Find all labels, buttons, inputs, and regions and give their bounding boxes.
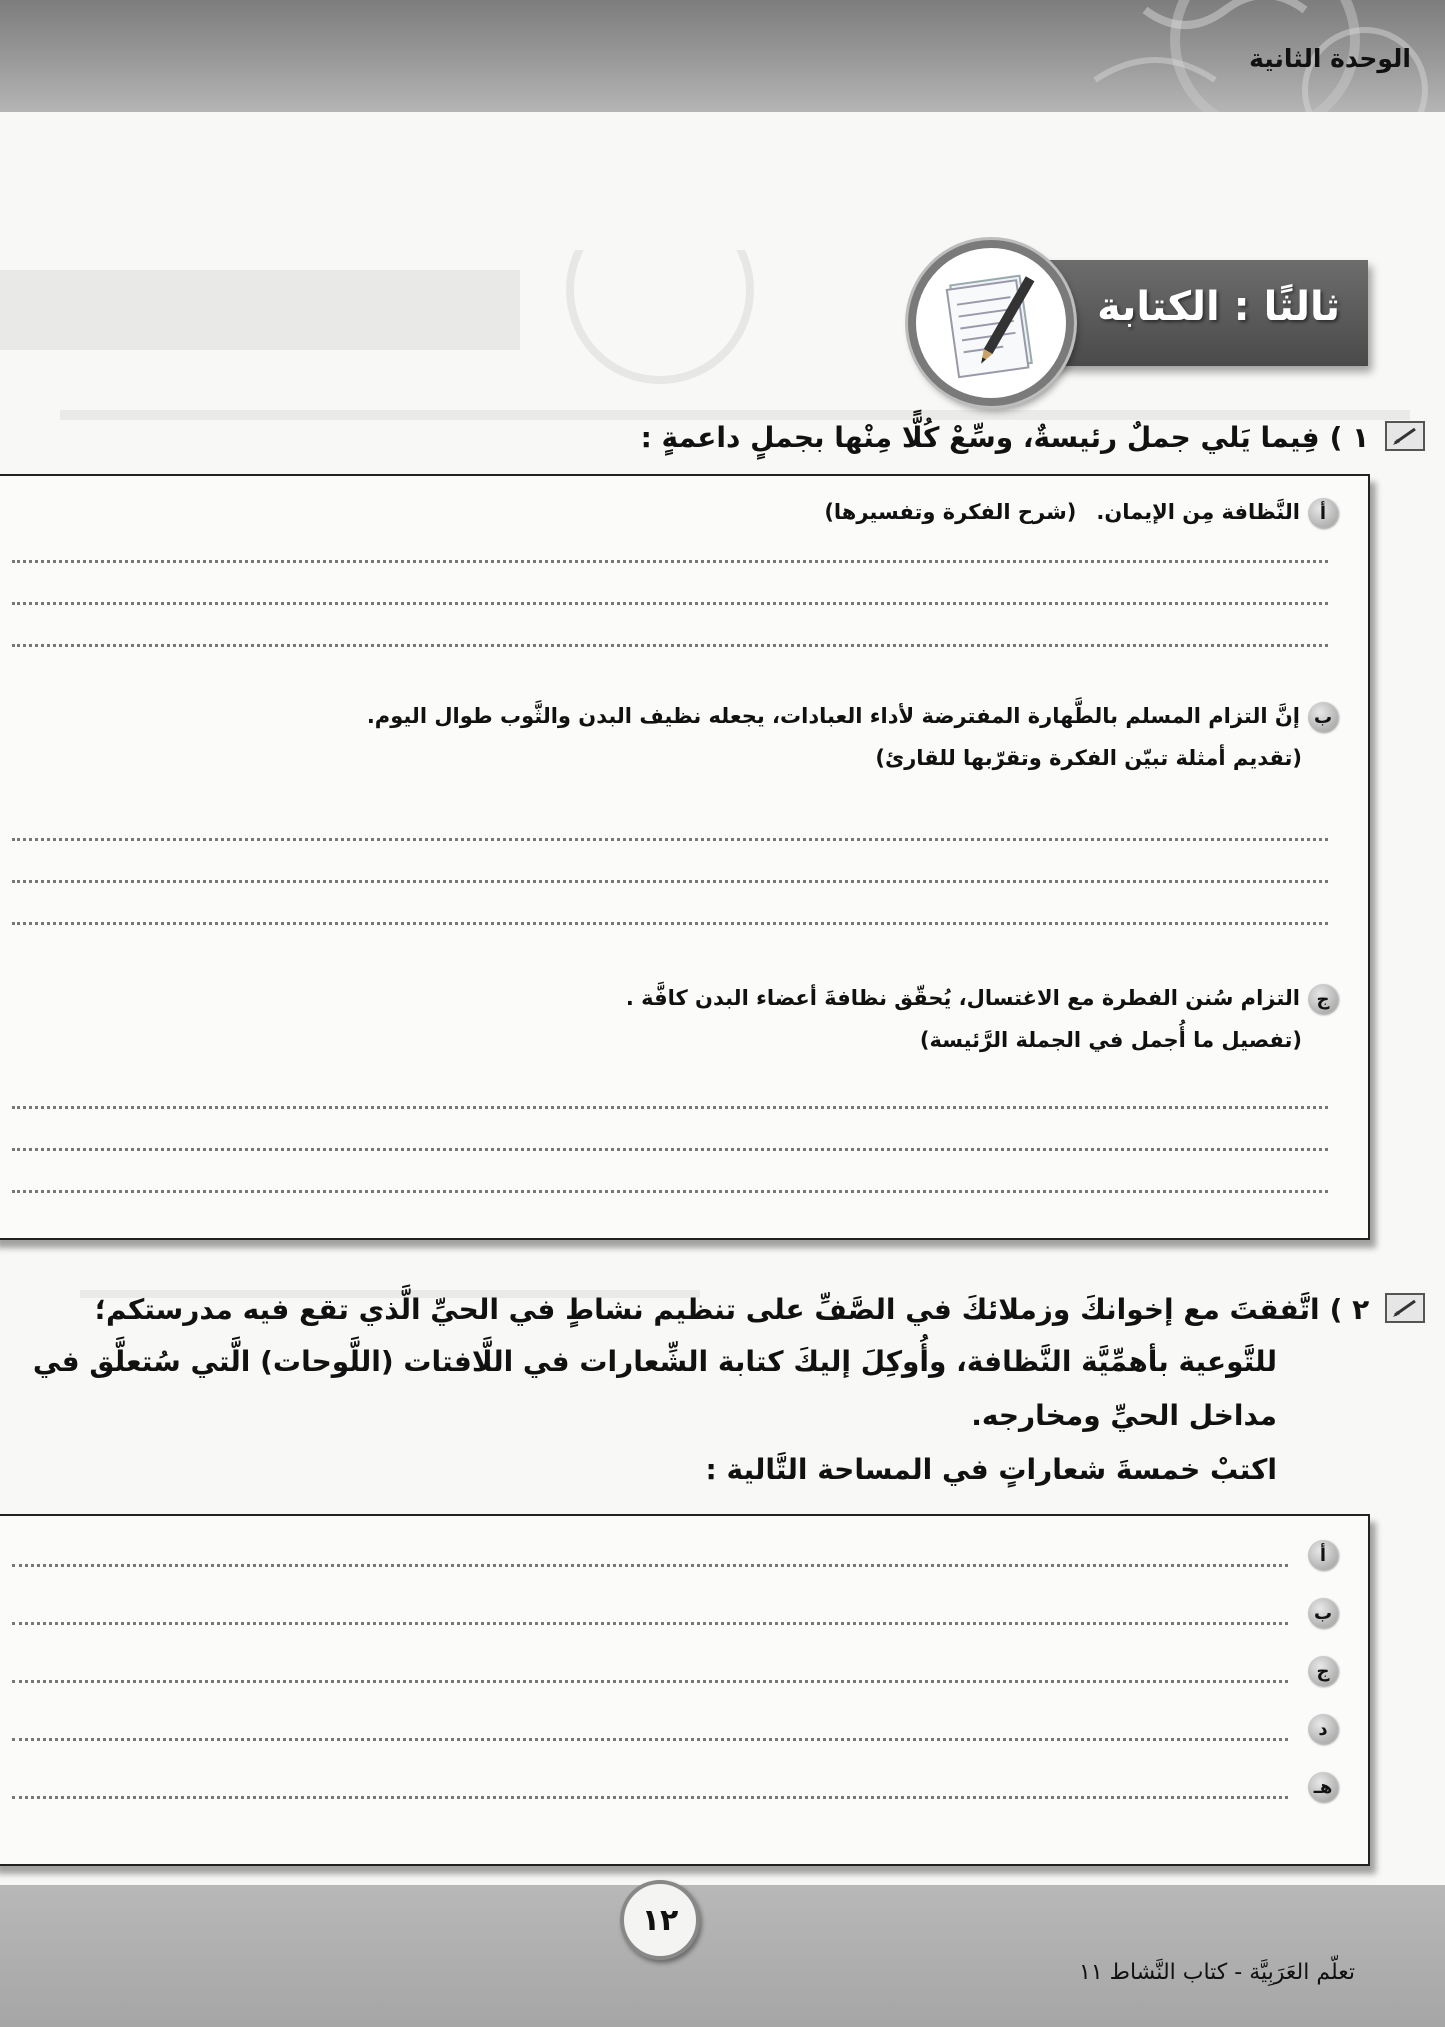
writing-line[interactable]: [12, 1796, 1288, 1799]
slogan-e: [1300, 1772, 1338, 1802]
writing-line[interactable]: [12, 560, 1328, 563]
question-2-line-3: مداخل الحيِّ ومخارجه.: [971, 1399, 1277, 1432]
question-2-line-2: للتَّوعية بأهمِّيَّة النَّظافة، وأُوكِلَ إليكَ كتابة الشِّعارات في اللَّافتات (اللَّوحات) الَّتي سُتعلَّق في: [32, 1345, 1277, 1378]
slogan-a: [1300, 1540, 1338, 1570]
q1-item-b: [367, 702, 1338, 732]
writing-line[interactable]: [12, 1148, 1328, 1151]
writing-line[interactable]: [12, 1106, 1328, 1109]
writing-line[interactable]: [12, 644, 1328, 647]
writing-line[interactable]: [12, 880, 1328, 883]
item-badge: د: [1308, 1714, 1338, 1744]
item-badge: ج: [1308, 1656, 1338, 1686]
question-2-line-1: [95, 1288, 1425, 1331]
item-badge: أ: [1308, 1540, 1338, 1570]
q1-item-b-hint: [875, 746, 1302, 770]
pencil-icon: [1385, 1293, 1425, 1323]
footer-band: [0, 1885, 1445, 2027]
writing-line[interactable]: [12, 1680, 1288, 1683]
item-badge: أ: [1308, 498, 1338, 528]
writing-line[interactable]: [12, 922, 1328, 925]
q1-item-a: [824, 498, 1338, 528]
question-1-prompt: [641, 416, 1425, 459]
question-2-number: ٢ ): [1329, 1293, 1370, 1326]
writing-line[interactable]: [12, 1190, 1328, 1193]
writing-line[interactable]: [12, 1622, 1288, 1625]
item-badge: ب: [1308, 1598, 1338, 1628]
question-2-line-4: اكتبْ خمسةَ شعاراتٍ في المساحة التَّالية :: [705, 1453, 1277, 1486]
question-1-number: ١ ): [1329, 421, 1370, 454]
q1-item-c: [626, 984, 1338, 1014]
question-1-answer-box: [0, 474, 1370, 1240]
notepad-pencil-icon: [908, 240, 1074, 406]
unit-title: الوحدة الثانية: [1249, 44, 1411, 73]
writing-line[interactable]: [12, 838, 1328, 841]
writing-line[interactable]: [12, 1738, 1288, 1741]
question-1-text: فِيما يَلي جملٌ رئيسةٌ، وسِّعْ كُلًّا مِنْها بجملٍ داعمةٍ :: [640, 421, 1320, 454]
q1-item-a-sentence: النَّظافة مِن الإيمان.: [1096, 500, 1300, 524]
question-2-text-1: اتَّفقتَ مع إخوانكَ وزملائكَ في الصَّفِّ على تنظيم نشاطٍ في الحيِّ الَّذي تقع فيه مدرستكم؛: [94, 1293, 1320, 1326]
item-badge: ج: [1308, 984, 1338, 1014]
writing-line[interactable]: [12, 1564, 1288, 1567]
question-2-answer-box: [0, 1514, 1370, 1866]
page-number: ١٢: [620, 1880, 700, 1960]
slogan-d: [1300, 1714, 1338, 1744]
slogan-b: [1300, 1598, 1338, 1628]
hint-text: (تفصيل ما أُجمل في الجملة الرَّئيسة): [919, 1028, 1302, 1052]
q1-item-b-sentence: إنَّ التزام المسلم بالطَّهارة المفترضة لأداء العبادات، يجعله نظيف البدن والثَّوب طوال اليوم.: [366, 704, 1300, 728]
q1-item-c-sentence: التزام سُنن الفطرة مع الاغتسال، يُحقّق نظافةَ أعضاء البدن كافَّة .: [625, 986, 1300, 1010]
book-title: تعلّم العَرَبِيَّة - كتاب النَّشاط ١١: [1079, 1960, 1355, 1985]
writing-line[interactable]: [12, 602, 1328, 605]
slogan-c: [1300, 1656, 1338, 1686]
pencil-icon: [1385, 421, 1425, 451]
section-title: ثالثًا : الكتابة: [1097, 284, 1340, 330]
hint-text: (تقديم أمثلة تبيّن الفكرة وتقرّبها للقارئ): [875, 746, 1302, 770]
item-badge: هـ: [1308, 1772, 1338, 1802]
item-badge: ب: [1308, 702, 1338, 732]
header-band: [0, 0, 1445, 112]
q1-item-c-hint: [920, 1028, 1302, 1052]
q1-item-a-hint: (شرح الفكرة وتفسيرها): [824, 500, 1077, 524]
